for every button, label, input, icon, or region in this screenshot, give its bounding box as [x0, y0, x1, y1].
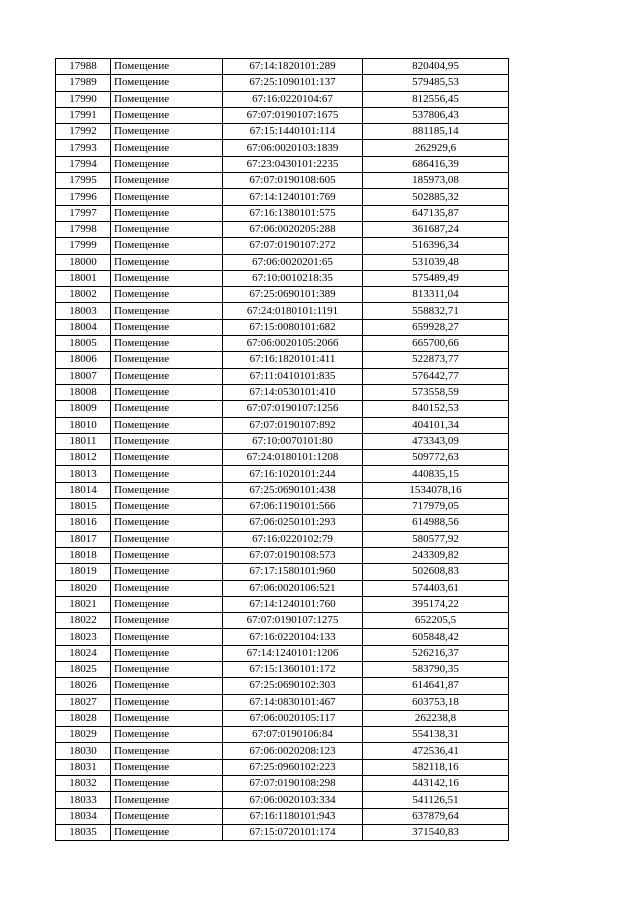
cadastral-number-cell: 67:10:0010218:35: [223, 270, 363, 286]
table-row: [56, 759, 509, 775]
object-type-cell: Помещение: [111, 352, 223, 368]
object-type-cell: Помещение: [111, 515, 223, 531]
cadastral-number-cell: 67:06:0020201:65: [223, 254, 363, 270]
table-row: [56, 368, 509, 384]
cadastral-value-cell: 262238,8: [363, 710, 509, 726]
object-type-cell: Помещение: [111, 450, 223, 466]
cadastral-value-cell: 541126,51: [363, 792, 509, 808]
table-row: [56, 661, 509, 677]
row-number-cell: 18027: [56, 694, 111, 710]
cadastral-value-cell: 558832,71: [363, 303, 509, 319]
cadastral-number-cell: 67:15:0080101:682: [223, 319, 363, 335]
object-type-cell: Помещение: [111, 564, 223, 580]
object-type-cell: Помещение: [111, 417, 223, 433]
row-number-cell: 18021: [56, 596, 111, 612]
cadastral-value-cell: 185973,08: [363, 173, 509, 189]
object-type-cell: Помещение: [111, 368, 223, 384]
object-type-cell: Помещение: [111, 107, 223, 123]
row-number-cell: 18023: [56, 629, 111, 645]
row-number-cell: 18032: [56, 776, 111, 792]
cadastral-number-cell: 67:14:0530101:410: [223, 384, 363, 400]
row-number-cell: 17996: [56, 189, 111, 205]
object-type-cell: Помещение: [111, 433, 223, 449]
row-number-cell: 18025: [56, 661, 111, 677]
cadastral-number-cell: 67:10:0070101:80: [223, 433, 363, 449]
object-type-cell: Помещение: [111, 499, 223, 515]
cadastral-number-cell: 67:23:0430101:2235: [223, 156, 363, 172]
cadastral-number-cell: 67:07:0190108:298: [223, 776, 363, 792]
cadastral-value-cell: 554138,31: [363, 727, 509, 743]
row-number-cell: 17997: [56, 205, 111, 221]
cadastral-number-cell: 67:16:1380101:575: [223, 205, 363, 221]
table-body: [56, 59, 509, 841]
cadastral-value-cell: 404101,34: [363, 417, 509, 433]
table-row: [56, 221, 509, 237]
property-registry-table: [55, 58, 509, 841]
table-row: [56, 91, 509, 107]
row-number-cell: 18012: [56, 450, 111, 466]
table-row: [56, 433, 509, 449]
cadastral-value-cell: 717979,05: [363, 499, 509, 515]
cadastral-number-cell: 67:16:1180101:943: [223, 808, 363, 824]
row-number-cell: 17990: [56, 91, 111, 107]
row-number-cell: 18019: [56, 564, 111, 580]
cadastral-number-cell: 67:06:0020205:288: [223, 221, 363, 237]
cadastral-value-cell: 516396,34: [363, 238, 509, 254]
object-type-cell: Помещение: [111, 678, 223, 694]
object-type-cell: Помещение: [111, 140, 223, 156]
cadastral-value-cell: 1534078,16: [363, 482, 509, 498]
table-row: [56, 75, 509, 91]
cadastral-value-cell: 605848,42: [363, 629, 509, 645]
row-number-cell: 17992: [56, 124, 111, 140]
cadastral-number-cell: 67:24:0180101:1191: [223, 303, 363, 319]
object-type-cell: Помещение: [111, 303, 223, 319]
cadastral-value-cell: 440835,15: [363, 466, 509, 482]
object-type-cell: Помещение: [111, 466, 223, 482]
object-type-cell: Помещение: [111, 629, 223, 645]
row-number-cell: 18011: [56, 433, 111, 449]
cadastral-number-cell: 67:25:1090101:137: [223, 75, 363, 91]
cadastral-value-cell: 820404,95: [363, 59, 509, 75]
object-type-cell: Помещение: [111, 759, 223, 775]
object-type-cell: Помещение: [111, 645, 223, 661]
row-number-cell: 18018: [56, 547, 111, 563]
row-number-cell: 18002: [56, 287, 111, 303]
cadastral-value-cell: 582118,16: [363, 759, 509, 775]
table-row: [56, 499, 509, 515]
cadastral-value-cell: 840152,53: [363, 401, 509, 417]
cadastral-value-cell: 647135,87: [363, 205, 509, 221]
cadastral-value-cell: 573558,59: [363, 384, 509, 400]
object-type-cell: Помещение: [111, 287, 223, 303]
table-row: [56, 710, 509, 726]
object-type-cell: Помещение: [111, 270, 223, 286]
cadastral-value-cell: 537806,43: [363, 107, 509, 123]
row-number-cell: 18001: [56, 270, 111, 286]
row-number-cell: 18024: [56, 645, 111, 661]
cadastral-value-cell: 652205,5: [363, 613, 509, 629]
cadastral-number-cell: 67:16:0220104:133: [223, 629, 363, 645]
row-number-cell: 18005: [56, 336, 111, 352]
cadastral-value-cell: 502608,83: [363, 564, 509, 580]
table-row: [56, 156, 509, 172]
object-type-cell: Помещение: [111, 221, 223, 237]
row-number-cell: 18000: [56, 254, 111, 270]
object-type-cell: Помещение: [111, 580, 223, 596]
cadastral-number-cell: 67:25:0690102:303: [223, 678, 363, 694]
cadastral-number-cell: 67:06:0020103:334: [223, 792, 363, 808]
cadastral-value-cell: 637879,64: [363, 808, 509, 824]
cadastral-number-cell: 67:16:0220102:79: [223, 531, 363, 547]
table-row: [56, 824, 509, 840]
row-number-cell: 18016: [56, 515, 111, 531]
row-number-cell: 18013: [56, 466, 111, 482]
cadastral-value-cell: 583790,35: [363, 661, 509, 677]
cadastral-value-cell: 361687,24: [363, 221, 509, 237]
table-row: [56, 466, 509, 482]
table-row: [56, 678, 509, 694]
cadastral-number-cell: 67:15:0720101:174: [223, 824, 363, 840]
cadastral-value-cell: 579485,53: [363, 75, 509, 91]
object-type-cell: Помещение: [111, 743, 223, 759]
cadastral-value-cell: 574403,61: [363, 580, 509, 596]
cadastral-number-cell: 67:14:0830101:467: [223, 694, 363, 710]
object-type-cell: Помещение: [111, 319, 223, 335]
row-number-cell: 18031: [56, 759, 111, 775]
cadastral-number-cell: 67:24:0180101:1208: [223, 450, 363, 466]
cadastral-number-cell: 67:15:1360101:172: [223, 661, 363, 677]
cadastral-value-cell: 522873,77: [363, 352, 509, 368]
table-row: [56, 613, 509, 629]
table-row: [56, 140, 509, 156]
row-number-cell: 17995: [56, 173, 111, 189]
table-row: [56, 515, 509, 531]
object-type-cell: Помещение: [111, 401, 223, 417]
object-type-cell: Помещение: [111, 156, 223, 172]
object-type-cell: Помещение: [111, 336, 223, 352]
row-number-cell: 18004: [56, 319, 111, 335]
table-row: [56, 124, 509, 140]
cadastral-number-cell: 67:06:0020106:521: [223, 580, 363, 596]
cadastral-value-cell: 262929,6: [363, 140, 509, 156]
object-type-cell: Помещение: [111, 596, 223, 612]
object-type-cell: Помещение: [111, 661, 223, 677]
cadastral-value-cell: 881185,14: [363, 124, 509, 140]
table-row: [56, 417, 509, 433]
cadastral-number-cell: 67:16:1020101:244: [223, 466, 363, 482]
row-number-cell: 18009: [56, 401, 111, 417]
row-number-cell: 18010: [56, 417, 111, 433]
table-row: [56, 189, 509, 205]
table-row: [56, 629, 509, 645]
cadastral-number-cell: 67:14:1240101:769: [223, 189, 363, 205]
row-number-cell: 18029: [56, 727, 111, 743]
row-number-cell: 18030: [56, 743, 111, 759]
object-type-cell: Помещение: [111, 75, 223, 91]
row-number-cell: 18026: [56, 678, 111, 694]
cadastral-value-cell: 371540,83: [363, 824, 509, 840]
cadastral-value-cell: 659928,27: [363, 319, 509, 335]
object-type-cell: Помещение: [111, 792, 223, 808]
cadastral-value-cell: 603753,18: [363, 694, 509, 710]
table-row: [56, 319, 509, 335]
table-row: [56, 482, 509, 498]
table-row: [56, 107, 509, 123]
row-number-cell: 18035: [56, 824, 111, 840]
cadastral-value-cell: 614641,87: [363, 678, 509, 694]
table-row: [56, 287, 509, 303]
cadastral-number-cell: 67:06:1190101:566: [223, 499, 363, 515]
object-type-cell: Помещение: [111, 91, 223, 107]
row-number-cell: 18028: [56, 710, 111, 726]
cadastral-value-cell: 472536,41: [363, 743, 509, 759]
cadastral-number-cell: 67:07:0190107:1275: [223, 613, 363, 629]
object-type-cell: Помещение: [111, 531, 223, 547]
cadastral-number-cell: 67:06:0020105:2066: [223, 336, 363, 352]
row-number-cell: 18014: [56, 482, 111, 498]
cadastral-number-cell: 67:06:0250101:293: [223, 515, 363, 531]
row-number-cell: 18022: [56, 613, 111, 629]
cadastral-number-cell: 67:07:0190108:605: [223, 173, 363, 189]
object-type-cell: Помещение: [111, 694, 223, 710]
cadastral-number-cell: 67:07:0190106:84: [223, 727, 363, 743]
row-number-cell: 17991: [56, 107, 111, 123]
table-row: [56, 270, 509, 286]
cadastral-value-cell: 812556,45: [363, 91, 509, 107]
table-row: [56, 254, 509, 270]
cadastral-number-cell: 67:25:0690101:389: [223, 287, 363, 303]
table-row: [56, 564, 509, 580]
cadastral-number-cell: 67:14:1820101:289: [223, 59, 363, 75]
cadastral-number-cell: 67:07:0190107:1675: [223, 107, 363, 123]
cadastral-value-cell: 502885,32: [363, 189, 509, 205]
table-row: [56, 547, 509, 563]
cadastral-number-cell: 67:07:0190107:1256: [223, 401, 363, 417]
object-type-cell: Помещение: [111, 613, 223, 629]
row-number-cell: 18033: [56, 792, 111, 808]
table-row: [56, 384, 509, 400]
cadastral-number-cell: 67:06:0020208:123: [223, 743, 363, 759]
cadastral-value-cell: 509772,63: [363, 450, 509, 466]
object-type-cell: Помещение: [111, 808, 223, 824]
table-row: [56, 173, 509, 189]
table-row: [56, 808, 509, 824]
table-row: [56, 450, 509, 466]
cadastral-number-cell: 67:11:0410101:835: [223, 368, 363, 384]
cadastral-value-cell: 614988,56: [363, 515, 509, 531]
row-number-cell: 17998: [56, 221, 111, 237]
row-number-cell: 18015: [56, 499, 111, 515]
cadastral-number-cell: 67:16:1820101:411: [223, 352, 363, 368]
row-number-cell: 18003: [56, 303, 111, 319]
cadastral-value-cell: 473343,09: [363, 433, 509, 449]
cadastral-number-cell: 67:07:0190107:892: [223, 417, 363, 433]
cadastral-value-cell: 576442,77: [363, 368, 509, 384]
cadastral-number-cell: 67:16:0220104:67: [223, 91, 363, 107]
table-row: [56, 336, 509, 352]
cadastral-value-cell: 526216,37: [363, 645, 509, 661]
cadastral-number-cell: 67:17:1580101:960: [223, 564, 363, 580]
cadastral-value-cell: 580577,92: [363, 531, 509, 547]
table-row: [56, 792, 509, 808]
row-number-cell: 17993: [56, 140, 111, 156]
table-row: [56, 645, 509, 661]
row-number-cell: 18006: [56, 352, 111, 368]
row-number-cell: 18034: [56, 808, 111, 824]
cadastral-number-cell: 67:14:1240101:1206: [223, 645, 363, 661]
object-type-cell: Помещение: [111, 482, 223, 498]
object-type-cell: Помещение: [111, 384, 223, 400]
object-type-cell: Помещение: [111, 173, 223, 189]
cadastral-number-cell: 67:25:0690101:438: [223, 482, 363, 498]
object-type-cell: Помещение: [111, 727, 223, 743]
table-row: [56, 694, 509, 710]
cadastral-number-cell: 67:25:0960102:223: [223, 759, 363, 775]
row-number-cell: 17988: [56, 59, 111, 75]
table-row: [56, 531, 509, 547]
row-number-cell: 17989: [56, 75, 111, 91]
table-row: [56, 580, 509, 596]
cadastral-value-cell: 395174,22: [363, 596, 509, 612]
table-row: [56, 743, 509, 759]
table-row: [56, 352, 509, 368]
cadastral-number-cell: 67:15:1440101:114: [223, 124, 363, 140]
object-type-cell: Помещение: [111, 124, 223, 140]
object-type-cell: Помещение: [111, 238, 223, 254]
cadastral-value-cell: 443142,16: [363, 776, 509, 792]
cadastral-value-cell: 531039,48: [363, 254, 509, 270]
cadastral-number-cell: 67:06:0020105:117: [223, 710, 363, 726]
cadastral-number-cell: 67:07:0190108:573: [223, 547, 363, 563]
row-number-cell: 17994: [56, 156, 111, 172]
cadastral-value-cell: 665700,66: [363, 336, 509, 352]
row-number-cell: 18008: [56, 384, 111, 400]
object-type-cell: Помещение: [111, 547, 223, 563]
object-type-cell: Помещение: [111, 205, 223, 221]
row-number-cell: 18020: [56, 580, 111, 596]
table-row: [56, 205, 509, 221]
cadastral-value-cell: 686416,39: [363, 156, 509, 172]
object-type-cell: Помещение: [111, 710, 223, 726]
table-row: [56, 727, 509, 743]
table-row: [56, 238, 509, 254]
object-type-cell: Помещение: [111, 254, 223, 270]
row-number-cell: 18007: [56, 368, 111, 384]
object-type-cell: Помещение: [111, 189, 223, 205]
table-row: [56, 59, 509, 75]
row-number-cell: 18017: [56, 531, 111, 547]
cadastral-value-cell: 243309,82: [363, 547, 509, 563]
table-row: [56, 303, 509, 319]
cadastral-number-cell: 67:06:0020103:1839: [223, 140, 363, 156]
cadastral-value-cell: 575489,49: [363, 270, 509, 286]
cadastral-number-cell: 67:14:1240101:760: [223, 596, 363, 612]
object-type-cell: Помещение: [111, 776, 223, 792]
object-type-cell: Помещение: [111, 59, 223, 75]
row-number-cell: 17999: [56, 238, 111, 254]
table-row: [56, 596, 509, 612]
object-type-cell: Помещение: [111, 824, 223, 840]
table-row: [56, 776, 509, 792]
cadastral-number-cell: 67:07:0190107:272: [223, 238, 363, 254]
cadastral-value-cell: 813311,04: [363, 287, 509, 303]
table-row: [56, 401, 509, 417]
